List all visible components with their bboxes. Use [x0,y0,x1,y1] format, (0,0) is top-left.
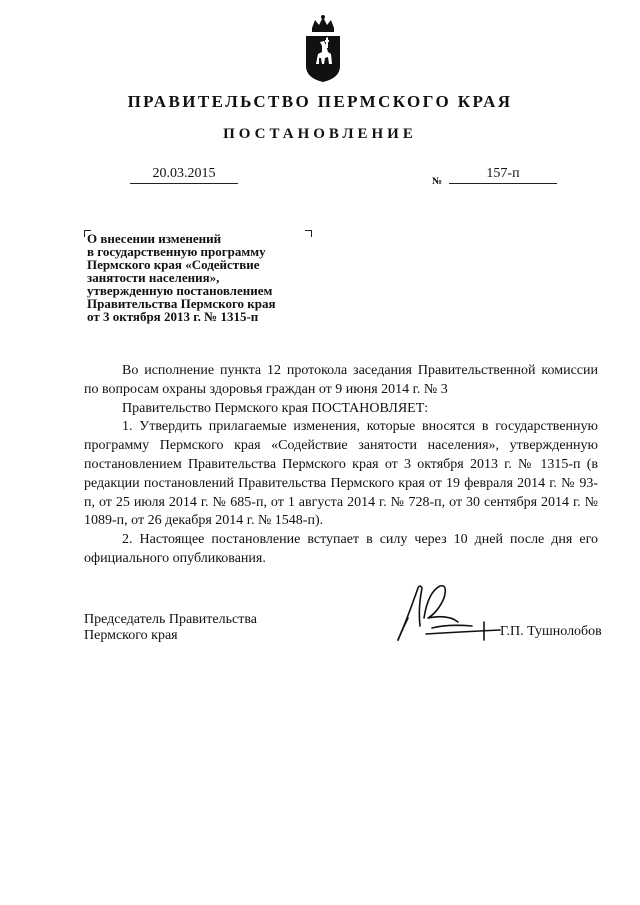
body-paragraph: Правительство Пермского края ПОСТАНОВЛЯЕТ: [122,400,429,416]
document-body [84,362,598,569]
position-line: Председатель Правительства [84,612,257,627]
government-title: ПРАВИТЕЛЬСТВО ПЕРМСКОГО КРАЯ [127,92,513,111]
subject-line: в государственную программу [87,244,266,259]
subject-line: О внесении изменений [87,231,222,246]
position-line: Пермского края [84,628,178,643]
subject-line: Пермского края «Содействие [87,257,260,272]
number-sign: № [432,176,443,187]
handwritten-signature [388,578,518,648]
coat-of-arms-icon [298,14,348,84]
subject-line: утвержденную постановлением [87,283,273,298]
document-subject [87,232,317,323]
signatory-position [84,612,257,644]
body-paragraph: 1. Утвердить прилагаемые изменения, которые вносятся в государственную программу Пермского края «Содействие занятости населения», утвержденную постановлением Правительства Пермского края от 3 октября 2013 г. № 1315-п (в редакции постановлений Правительства Пермского края от 19 февраля 2014 г. № 93-п, от 25 июля 2014 г. № 685-п, от 1 августа 2014 г. № 728-п, от 30 сентября 2014 г. № 1089-п, от 26 декабря 2014 г. № 1548-п). [84,419,598,529]
document-number: 157-п [449,166,557,184]
signatory-name: Г.П. Тушнолобов [500,624,602,639]
body-paragraph: 2. Настоящее постановление вступает в силу через 10 дней после дня его официального опубликования. [84,532,598,566]
document-type: ПОСТАНОВЛЕНИЕ [223,126,417,142]
document-date: 20.03.2015 [130,166,238,184]
subject-line: Правительства Пермского края [87,296,276,311]
body-paragraph: Во исполнение пункта 12 протокола заседания Правительственной комиссии по вопросам охраны здоровья граждан от 9 июня 2014 г. № 3 [84,363,598,397]
subject-line: занятости населения», [87,270,220,285]
subject-line: от 3 октября 2013 г. № 1315-п [87,309,259,324]
